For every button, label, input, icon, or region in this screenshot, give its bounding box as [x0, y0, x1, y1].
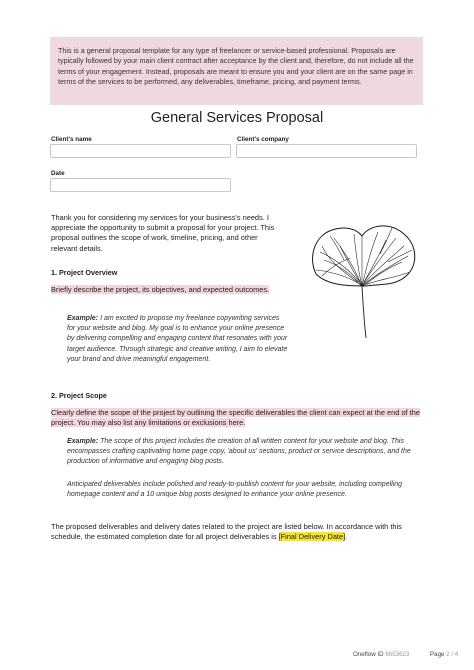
deliverables-closing-paragraph: The proposed deliverables and delivery dates related to the project are listed below. In accordance with this schedule, the estimated completion date for all project deliverables is [Final Delivery Date]. [51, 522, 402, 542]
date-label: Date [51, 170, 65, 177]
banner-text: This is a general proposal template for any type of freelancer or service-based professional. Proposals are typically followed by your main client contract after acceptance by the client and, therefore, do not include all the terms of your engagement. Instead, proposals are meant to ensure you and your client are on the same page in terms of the services to be performed, any deliverables, timeframe, pricing, and payment terms. [58, 46, 414, 87]
example-text: The scope of this project includes the creation of all written content for your website and blog. This encompasses crafting captivating home page copy, 'about us' sections, product or service descriptions, and the production of informative and engaging blog posts. [67, 438, 411, 466]
section-heading-project-overview: 1. Project Overview [51, 268, 118, 277]
client-name-label: Client's name [51, 136, 92, 143]
date-field[interactable] [50, 178, 231, 192]
project-overview-instruction: Briefly describe the project, its objectives, and expected outcomes. [51, 285, 270, 294]
project-scope-example-deliverables: Anticipated deliverables include polished and ready-to-publish content for your website, including compelling homepage content and a 10 unique blog posts designed to enhance your online presence. [67, 481, 403, 499]
client-company-label: Client's company [237, 136, 289, 143]
page-title: General Services Proposal [150, 110, 324, 126]
oneflow-id: Oneflow ID 6653623 [353, 651, 410, 658]
project-scope-example [67, 437, 432, 468]
ginkgo-flower-illustration [300, 216, 424, 340]
final-delivery-date-placeholder[interactable]: [Final Delivery Date] [278, 532, 346, 542]
client-name-field[interactable] [50, 144, 231, 158]
project-scope-instruction: Clearly define the scope of the project by outlining the specific deliverables the client can expect at the end of the project. You may also list any limitations or exclusions here. [51, 408, 420, 428]
client-company-field[interactable] [236, 144, 417, 158]
example-label: Example: [67, 315, 99, 322]
example-text: I am excited to propose my freelance copywriting services for your website and blog. My goal is to enhance your online presence by delivering compelling and engaging content that resonates with your target audience. Through strategic and creative writing, I aim to elevate your brand and drive meaningful engagement. [67, 315, 288, 363]
section-heading-project-scope: 2. Project Scope [51, 391, 107, 400]
page-number: Page 2 / 4 [430, 651, 459, 658]
template-info-banner [50, 37, 423, 105]
project-overview-example [67, 314, 289, 365]
example-label: Example: [67, 438, 99, 445]
intro-paragraph: Thank you for considering my services for your business's needs. I appreciate the opportunity to submit a proposal for your project. This proposal outlines the scope of work, timeline, pricing, and other relevant details. [51, 213, 275, 253]
